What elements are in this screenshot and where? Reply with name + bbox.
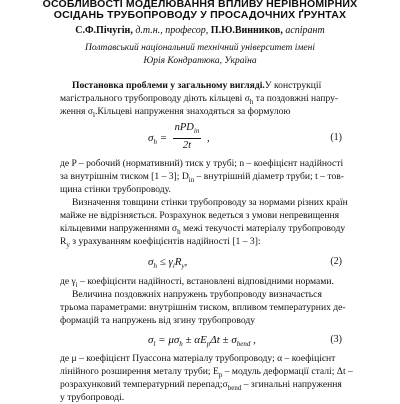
p1-line-2: магістрального трубопроводу діють кільцеві $\sigma_h$ та поздовжні напру- [60,93,339,106]
affiliation-line-1: Полтавський національний технічний університет імені [85,43,315,53]
formula-3-number: (3) [330,334,342,345]
author-2-role: аспірант [285,25,325,36]
formula-1-fraction: nPD$_{in}$ 2t [174,122,200,152]
p6-line-1: де μ – коефіцієнт Пуассона матеріалу трубопроводу; α – коефіцієнт [60,353,336,364]
formula-1-number: (1) [330,132,342,143]
author-2-name: П.Ю.Винников, [210,25,283,36]
p3-line-3: кільцевими напруженнями $\sigma_h$ межі текучості матеріалу трубопроводу [60,223,346,236]
p3-line-1: Визначення товщини стінки трубопроводу за нормами різних країн [72,197,348,208]
p3-line-4: $R_y$ з урахуванням коефіцієнтів надійності [1 – 3]: [60,236,261,249]
formula-2-expression: $\sigma_h \le \gamma_iR_y$, [148,256,188,271]
p5-line-1: Величина поздовжніх напружень трубопроводу визначається [72,289,322,300]
author-1-name: С.Ф.Пічугін, [75,25,133,36]
formula-2-number: (2) [330,256,342,267]
p6-line-4: у трубопроводі. [60,392,125,403]
title-line-2: ОСІДАНЬ ТРУБОПРОВОДУ У ПРОСАДОЧНИХ ҐРУНТАХ [53,9,347,21]
formula-2 [60,252,342,274]
p4-line-1: де $\gamma_i$ – коефіцієнти надійності, встановлені відповідними нормами. [60,276,334,289]
p6-line-2: лінійного розширення металу труби; $E_p$ – модуль деформації сталі; Δt – [60,366,353,379]
p1-line-3: ження $\sigma_l.Кільцеві$ напруження знаходяться за формулою [60,106,291,119]
formula-3 [60,330,342,352]
p1-line-1: Постановка проблеми у загальному вигляді.У конструкції [72,80,322,91]
section-heading: Постановка проблеми у загальному вигляді. [72,80,265,91]
formula-3-expression: $\sigma_l = \mu\sigma_h \pm \alpha E_p\Delta t \pm \sigma_{bend}$ , [148,334,256,349]
affiliation-line-2: Юрія Кондратюка, Україна [143,56,257,66]
p2-line-3: щина стінки трубопроводу. [60,184,171,195]
formula-1: $\sigma_h$ = nPD$_{in}$ 2t , (1) [148,122,342,152]
p3-line-2: майже не відрізняється. Розрахунок ведеться з умови непревищення [60,210,340,221]
p5-line-3: формацій та напружень від згину трубопроводу [60,315,256,326]
formula-1-lhs: $\sigma_h$ = [148,132,168,147]
p2-line-2: за внутрішнім тиском [1 – 3]; $D_{in}$ – внутрішній діаметр труби; t – тов- [60,171,344,184]
p6-line-3: розрахунковий температурний $перепад;\sigma_{bend}$ – згинальні напруження [60,379,342,392]
p5-line-2: трьома параметрами: внутрішнім тиском, впливом температурних де- [60,302,346,313]
p2-line-1: де P – робочий (нормативний) тиск у трубі; n – коефіцієнт надійності [60,158,344,169]
title-line-1: ОСОБЛИВОСТІ МОДЕЛЮВАННЯ ВПЛИВУ НЕРІВНОМІРНИХ [42,0,358,10]
authors [0,25,400,36]
author-1-role: д.т.н., професор, [135,25,209,36]
